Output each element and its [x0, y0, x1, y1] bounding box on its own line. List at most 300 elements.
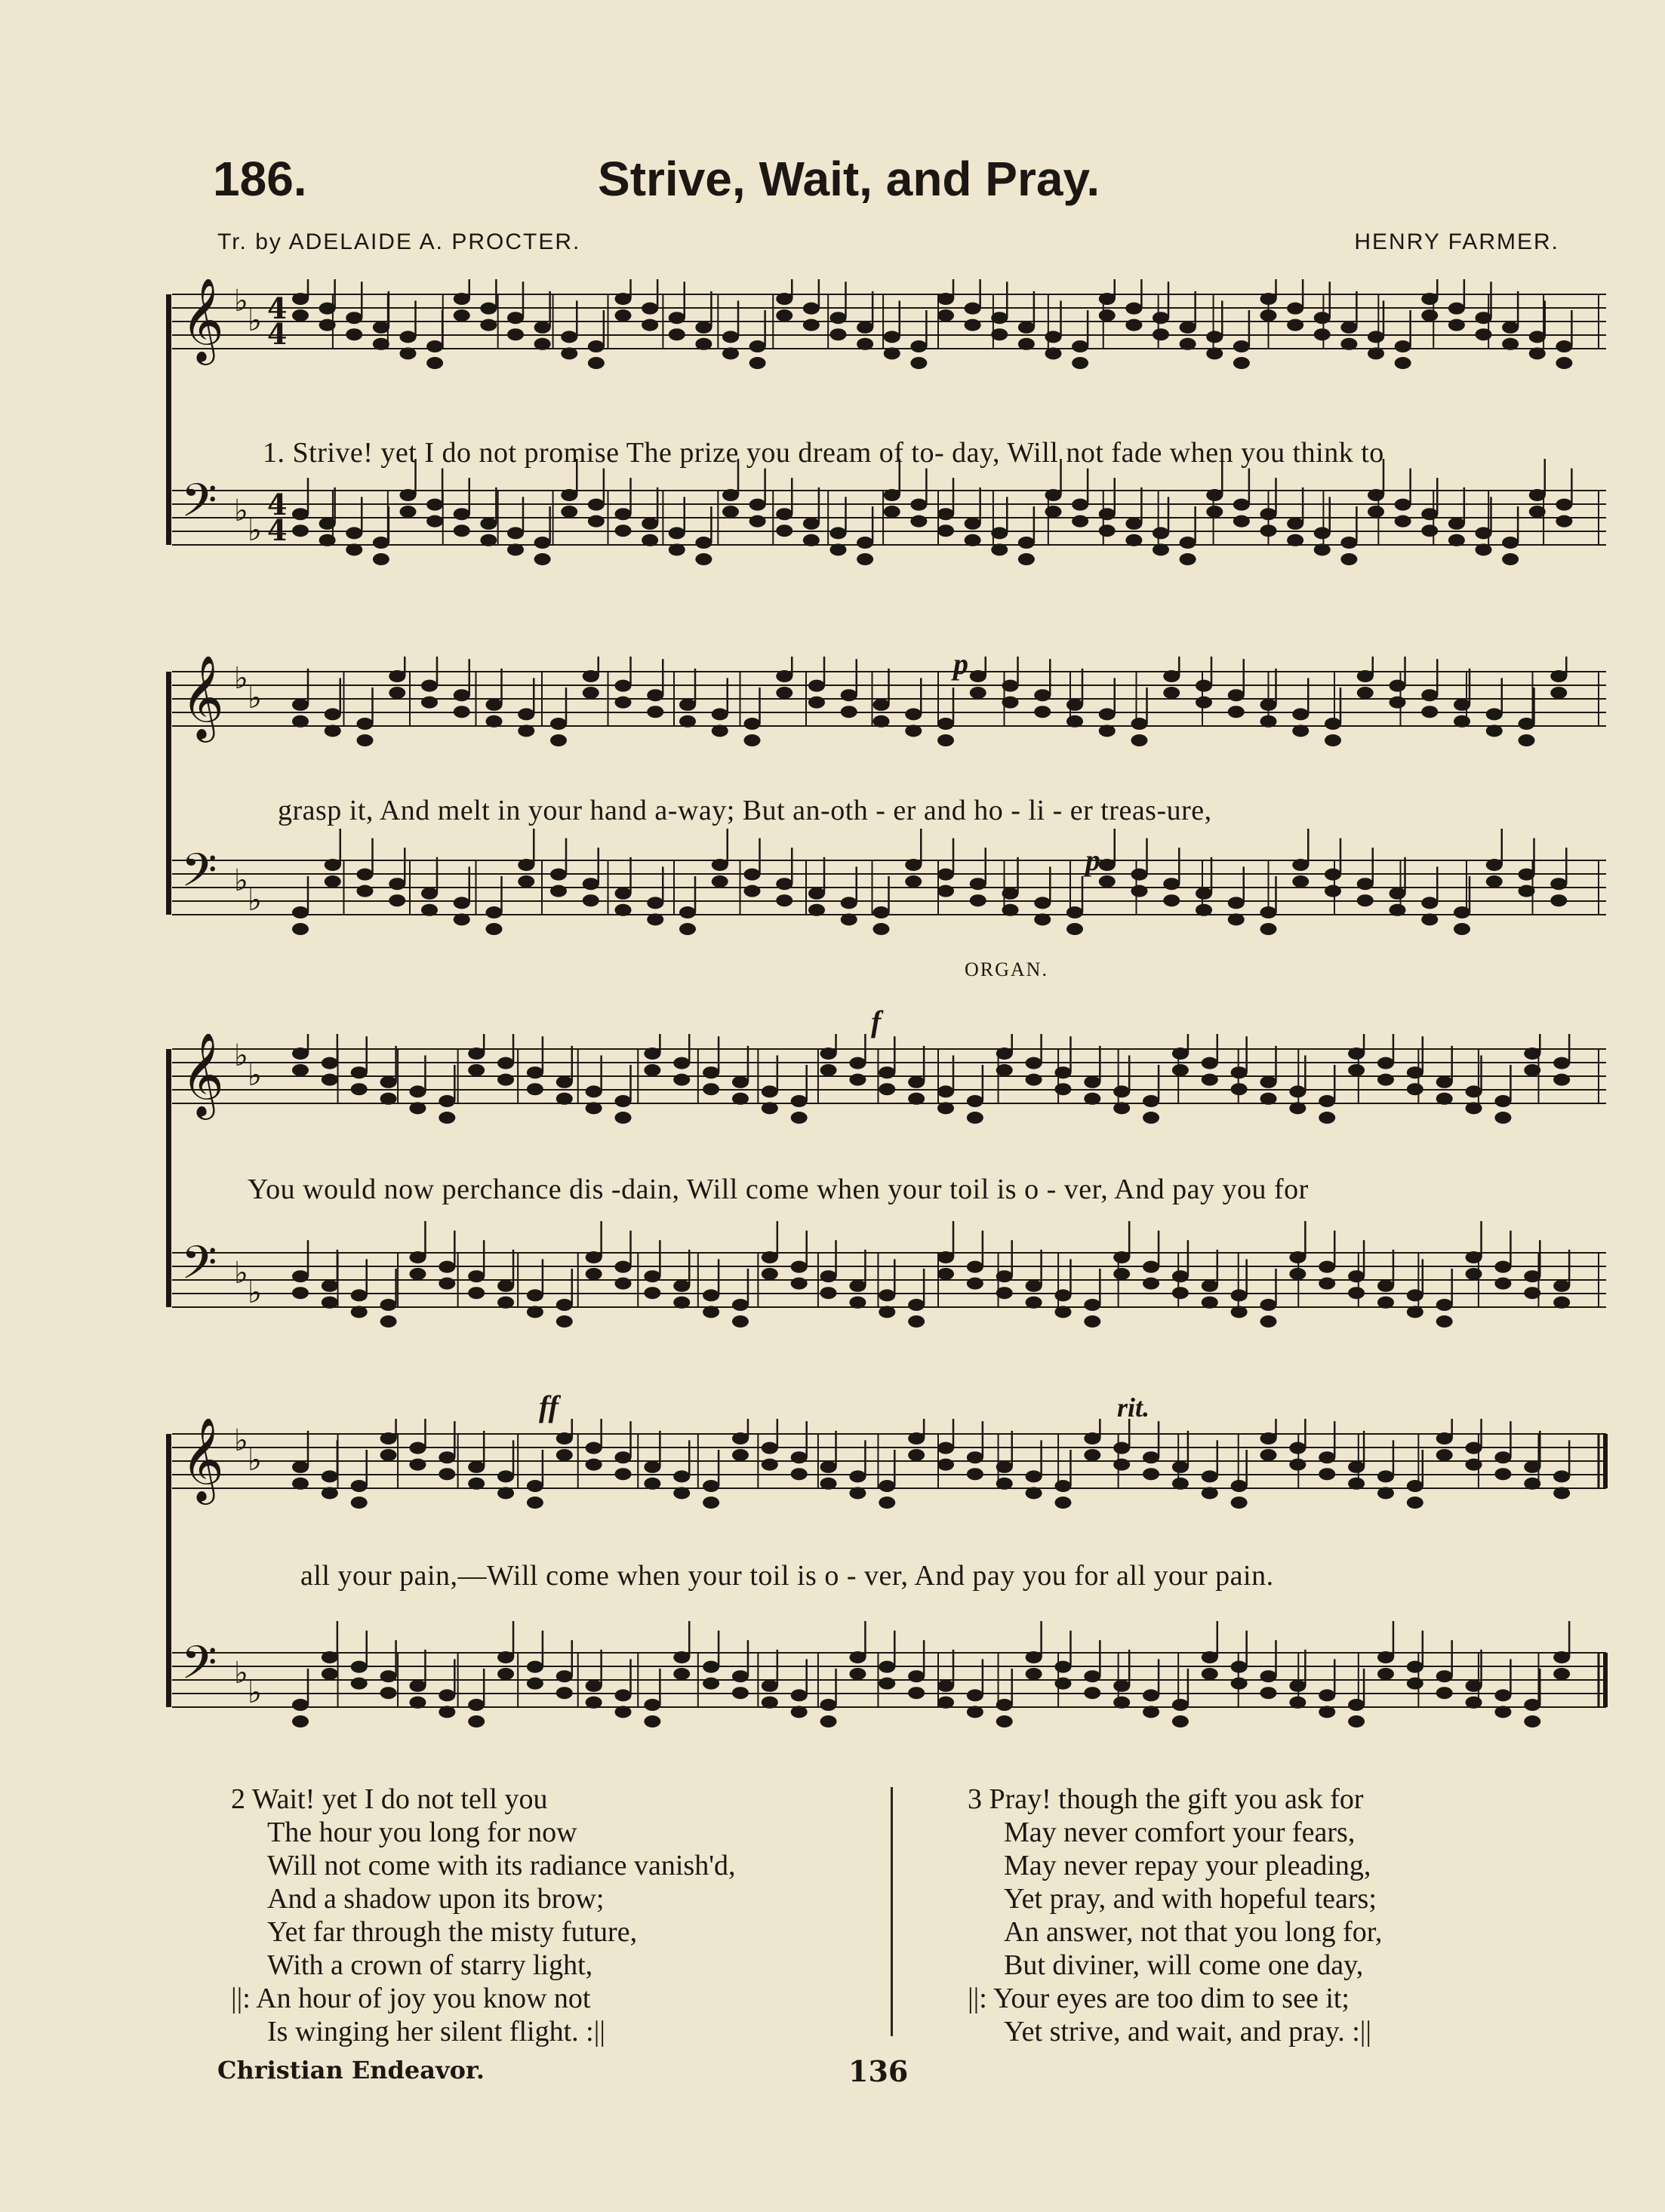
note-head — [722, 347, 739, 359]
note-head — [820, 1715, 837, 1727]
note-head — [937, 1459, 954, 1471]
note-head — [1340, 321, 1357, 334]
note-head — [1448, 303, 1465, 315]
note-head — [1018, 321, 1035, 334]
note-head — [1072, 515, 1088, 528]
flat-icon: ♭ — [234, 284, 248, 318]
note-head — [1084, 1093, 1100, 1105]
note-head — [1319, 1278, 1335, 1290]
note-head — [615, 508, 632, 520]
note-head — [849, 1470, 866, 1482]
note-head — [808, 697, 825, 709]
note-head — [1319, 1689, 1335, 1701]
note-head — [996, 1287, 1013, 1299]
note-head — [1202, 1470, 1218, 1482]
note-head — [970, 894, 986, 906]
note-head — [1172, 1715, 1189, 1727]
note-head — [820, 1270, 837, 1282]
note-head — [468, 1699, 485, 1711]
note-head — [1231, 1083, 1248, 1095]
note-head — [534, 321, 551, 334]
flat-icon: ♭ — [234, 1656, 248, 1691]
note-head — [1524, 1287, 1540, 1299]
note-head — [1348, 1287, 1365, 1299]
note-head — [1553, 1057, 1570, 1069]
note-head — [1180, 321, 1196, 334]
note-head — [744, 734, 761, 746]
note-head — [346, 312, 362, 324]
dynamic-marking-piano-organ: p — [1085, 843, 1100, 877]
note-head — [409, 1680, 426, 1692]
note-head — [908, 1315, 925, 1328]
note-head — [712, 859, 728, 871]
note-head — [421, 888, 438, 900]
note-head — [884, 489, 900, 501]
note-head — [732, 1432, 749, 1444]
note-head — [615, 1278, 632, 1290]
music-system-1 — [165, 279, 1614, 619]
note-head — [732, 1076, 749, 1088]
note-head — [1494, 1468, 1511, 1480]
note-head — [615, 525, 632, 537]
note-head — [400, 331, 417, 343]
note-head — [1550, 878, 1567, 890]
note-head — [905, 859, 922, 871]
note-head — [468, 1461, 485, 1473]
verse-3-line: But diviner, will come one day, — [1004, 1949, 1364, 1981]
note-head — [732, 1299, 749, 1311]
note-head — [1228, 706, 1245, 718]
note-head — [1325, 869, 1341, 881]
note-head — [454, 913, 470, 925]
note-head — [879, 1066, 895, 1078]
note-head — [1196, 904, 1212, 916]
note-head — [373, 537, 389, 549]
note-head — [679, 715, 696, 728]
note-head — [695, 537, 712, 549]
note-head — [615, 904, 632, 916]
note-head — [1466, 1268, 1482, 1280]
note-head — [292, 1270, 309, 1282]
note-head — [1377, 1074, 1394, 1086]
note-head — [820, 1287, 837, 1299]
treble-clef-icon: 𝄞 — [181, 657, 224, 739]
note-head — [873, 715, 890, 728]
note-head — [1553, 1074, 1570, 1086]
note-head — [1476, 527, 1492, 539]
note-head — [873, 923, 890, 935]
note-head — [1436, 1315, 1453, 1328]
note-head — [1466, 1697, 1482, 1709]
note-head — [1466, 1442, 1482, 1454]
note-head — [588, 357, 605, 369]
note-head — [762, 1459, 778, 1471]
note-head — [1202, 1651, 1218, 1663]
note-head — [1084, 1076, 1100, 1088]
note-head — [1357, 670, 1374, 682]
note-head — [292, 1064, 309, 1076]
note-head — [583, 687, 599, 699]
note-head — [762, 1251, 778, 1263]
note-head — [1202, 1280, 1218, 1292]
note-head — [1054, 1497, 1071, 1509]
note-head — [1143, 1112, 1159, 1124]
note-head — [1099, 725, 1116, 737]
note-head — [534, 537, 551, 549]
note-head — [586, 1680, 602, 1692]
note-head — [1377, 1651, 1394, 1663]
note-head — [884, 331, 900, 343]
final-bar-line — [1603, 1434, 1608, 1488]
lyric-line-2: grasp it, And melt in your hand a-way; But an-oth - er and ho - li - er treas-ure, — [278, 795, 1212, 826]
note-head — [965, 303, 981, 315]
note-head — [1314, 312, 1331, 324]
note-head — [1163, 894, 1180, 906]
note-head — [1421, 525, 1438, 537]
note-head — [1325, 718, 1341, 730]
note-head — [722, 489, 739, 501]
note-head — [808, 888, 825, 900]
note-head — [749, 499, 766, 511]
note-head — [1553, 1280, 1570, 1292]
note-head — [409, 1102, 426, 1114]
note-head — [776, 525, 792, 537]
note-head — [1289, 1268, 1306, 1280]
note-head — [762, 1085, 778, 1097]
note-head — [409, 1442, 426, 1454]
flat-icon: ♭ — [248, 1058, 262, 1093]
note-head — [1099, 293, 1116, 305]
note-head — [1319, 1095, 1335, 1107]
note-head — [1486, 859, 1503, 871]
note-head — [527, 1306, 543, 1318]
note-head — [849, 1057, 866, 1069]
note-head — [292, 1461, 309, 1473]
note-head — [1196, 888, 1212, 900]
note-head — [991, 543, 1008, 555]
note-head — [1407, 1083, 1423, 1095]
note-head — [1018, 553, 1035, 565]
treble-clef-icon: 𝄞 — [181, 1419, 224, 1501]
note-head — [1034, 689, 1051, 701]
note-head — [703, 1497, 719, 1509]
note-head — [1502, 338, 1519, 350]
note-head — [1125, 518, 1142, 530]
note-head — [905, 725, 922, 737]
note-head — [991, 328, 1008, 340]
note-head — [849, 1668, 866, 1680]
note-head — [1131, 734, 1148, 746]
note-head — [703, 1289, 719, 1301]
note-head — [776, 878, 792, 890]
note-head — [1466, 1085, 1482, 1097]
note-head — [732, 1670, 749, 1682]
note-head — [468, 1048, 485, 1060]
note-head — [791, 1112, 808, 1124]
note-head — [1390, 697, 1406, 709]
note-head — [749, 515, 766, 528]
note-head — [1421, 293, 1438, 305]
note-head — [673, 1668, 690, 1680]
note-head — [439, 1689, 455, 1701]
note-head — [1550, 670, 1567, 682]
note-head — [744, 885, 761, 897]
note-head — [421, 697, 438, 709]
note-head — [1407, 1306, 1423, 1318]
note-head — [1228, 913, 1245, 925]
note-head — [1377, 1297, 1394, 1309]
note-head — [996, 1270, 1013, 1282]
verse-3-line: An answer, not that you long for, — [1004, 1916, 1383, 1948]
note-head — [1034, 897, 1051, 909]
note-head — [454, 309, 470, 321]
music-system-4 — [165, 1389, 1614, 1774]
note-head — [1292, 725, 1309, 737]
note-head — [1026, 1297, 1042, 1309]
note-head — [1002, 680, 1019, 692]
note-head — [803, 303, 820, 315]
note-head — [1494, 1278, 1511, 1290]
flat-icon: ♭ — [248, 1443, 262, 1478]
note-head — [967, 1278, 983, 1290]
note-head — [1519, 869, 1535, 881]
note-head — [1125, 534, 1142, 546]
note-head — [857, 553, 873, 565]
note-head — [1448, 518, 1465, 530]
note-head — [1153, 527, 1169, 539]
note-head — [1436, 1299, 1453, 1311]
note-head — [454, 689, 470, 701]
note-head — [644, 1048, 660, 1060]
note-head — [879, 1678, 895, 1690]
note-head — [319, 534, 336, 546]
note-head — [322, 1487, 338, 1499]
note-head — [1180, 338, 1196, 350]
note-head — [497, 1470, 514, 1482]
note-head — [910, 357, 927, 369]
note-head — [1556, 515, 1572, 528]
note-head — [820, 1461, 837, 1473]
note-head — [1260, 1299, 1277, 1311]
note-head — [1407, 1661, 1423, 1673]
note-head — [1113, 1102, 1130, 1114]
note-head — [1348, 1478, 1365, 1490]
note-head — [1054, 1066, 1071, 1078]
note-head — [1163, 878, 1180, 890]
note-head — [1002, 904, 1019, 916]
note-head — [1172, 1699, 1189, 1711]
note-head — [791, 1468, 808, 1480]
note-head — [1084, 1687, 1100, 1699]
note-head — [1202, 1668, 1218, 1680]
note-head — [1172, 1461, 1189, 1473]
note-head — [884, 347, 900, 359]
lyric-line-4: all your pain,—Will come when your toil is o - ver, And pay you for all your pain. — [300, 1560, 1274, 1592]
note-head — [527, 1678, 543, 1690]
note-head — [791, 1706, 808, 1718]
tempo-marking-ritardando: rit. — [1117, 1392, 1150, 1423]
source-credit: Christian Endeavor. — [217, 2056, 485, 2084]
note-head — [1348, 1048, 1365, 1060]
note-head — [1524, 1478, 1540, 1490]
dynamic-marking-piano: p — [953, 647, 968, 681]
note-head — [857, 321, 873, 334]
note-head — [1529, 506, 1546, 518]
note-head — [426, 499, 443, 511]
note-head — [1099, 859, 1116, 871]
note-head — [346, 328, 362, 340]
note-head — [937, 1102, 954, 1114]
note-head — [1084, 1299, 1100, 1311]
note-head — [908, 1299, 925, 1311]
note-head — [1260, 293, 1277, 305]
note-head — [1054, 1083, 1071, 1095]
note-head — [1377, 1487, 1394, 1499]
note-head — [703, 1678, 719, 1690]
verse-2-line: ||: An hour of joy you know not — [231, 1983, 591, 2014]
note-head — [762, 1102, 778, 1114]
note-head — [1556, 357, 1572, 369]
note-head — [884, 506, 900, 518]
note-head — [1231, 1497, 1248, 1509]
note-head — [1390, 888, 1406, 900]
note-head — [1556, 340, 1572, 352]
note-head — [1180, 553, 1196, 565]
note-head — [1113, 1697, 1130, 1709]
note-head — [615, 1689, 632, 1701]
note-head — [556, 1076, 573, 1088]
note-head — [1377, 1470, 1394, 1482]
note-head — [1436, 1670, 1453, 1682]
note-head — [1026, 1074, 1042, 1086]
note-head — [776, 894, 792, 906]
note-head — [1368, 489, 1384, 501]
note-head — [322, 1651, 338, 1663]
note-head — [426, 340, 443, 352]
note-head — [1054, 1306, 1071, 1318]
note-head — [527, 1083, 543, 1095]
treble-staff — [172, 1419, 1608, 1509]
note-head — [1066, 906, 1083, 918]
note-head — [732, 1687, 749, 1699]
note-head — [642, 518, 658, 530]
note-head — [1143, 1095, 1159, 1107]
note-head — [1421, 309, 1438, 321]
note-head — [996, 1048, 1013, 1060]
note-head — [937, 508, 954, 520]
note-head — [1454, 906, 1470, 918]
note-head — [1319, 1706, 1335, 1718]
note-head — [967, 1468, 983, 1480]
note-head — [409, 1697, 426, 1709]
flat-icon: ♭ — [234, 1038, 248, 1073]
note-head — [527, 1497, 543, 1509]
note-head — [1287, 303, 1303, 315]
note-head — [1454, 715, 1470, 728]
organ-label: ORGAN. — [965, 958, 1048, 980]
note-head — [703, 1306, 719, 1318]
note-head — [1289, 1251, 1306, 1263]
note-head — [1553, 1487, 1570, 1499]
verse-3 — [968, 1783, 1382, 2048]
note-head — [1202, 1297, 1218, 1309]
note-head — [695, 321, 712, 334]
note-head — [1260, 923, 1277, 935]
page-number: 136 — [848, 2054, 909, 2088]
note-head — [1260, 508, 1277, 520]
note-head — [615, 697, 632, 709]
note-head — [480, 319, 497, 331]
note-head — [1486, 708, 1503, 720]
note-head — [346, 543, 362, 555]
note-head — [468, 1478, 485, 1490]
note-head — [642, 303, 658, 315]
note-head — [439, 1261, 455, 1273]
note-head — [849, 1074, 866, 1086]
note-head — [647, 897, 663, 909]
note-head — [1072, 357, 1088, 369]
note-head — [439, 1278, 455, 1290]
note-head — [1348, 1064, 1365, 1076]
note-head — [409, 1268, 426, 1280]
note-head — [1466, 1680, 1482, 1692]
note-head — [1486, 725, 1503, 737]
note-head — [841, 689, 857, 701]
note-head — [803, 518, 820, 530]
note-head — [644, 1064, 660, 1076]
note-head — [908, 1432, 925, 1444]
note-head — [762, 1697, 778, 1709]
note-head — [1172, 1270, 1189, 1282]
note-head — [820, 1048, 837, 1060]
note-head — [965, 534, 981, 546]
note-head — [1233, 515, 1250, 528]
treble-clef-icon: 𝄞 — [181, 279, 224, 361]
note-head — [357, 869, 374, 881]
note-head — [937, 869, 954, 881]
note-head — [357, 734, 374, 746]
flat-icon: ♭ — [248, 681, 262, 715]
note-head — [518, 875, 534, 888]
bass-staff — [172, 829, 1606, 935]
note-head — [673, 1651, 690, 1663]
note-head — [1026, 1470, 1042, 1482]
note-head — [967, 1689, 983, 1701]
note-head — [1113, 1085, 1130, 1097]
note-head — [1292, 875, 1309, 888]
note-head — [967, 1451, 983, 1463]
note-head — [1319, 1468, 1335, 1480]
note-head — [905, 875, 922, 888]
note-head — [497, 1487, 514, 1499]
note-head — [346, 527, 362, 539]
note-head — [351, 1066, 368, 1078]
note-head — [1002, 697, 1019, 709]
note-head — [647, 689, 663, 701]
note-head — [1260, 1093, 1277, 1105]
note-head — [1494, 1095, 1511, 1107]
flat-icon: ♭ — [234, 1256, 248, 1291]
verse-divider — [891, 1787, 893, 2036]
note-head — [712, 708, 728, 720]
note-head — [908, 1449, 925, 1461]
note-head — [1502, 321, 1519, 334]
system-bracket — [166, 1434, 171, 1707]
note-head — [991, 527, 1008, 539]
note-head — [642, 534, 658, 546]
note-head — [1113, 1251, 1130, 1263]
note-head — [1494, 1706, 1511, 1718]
